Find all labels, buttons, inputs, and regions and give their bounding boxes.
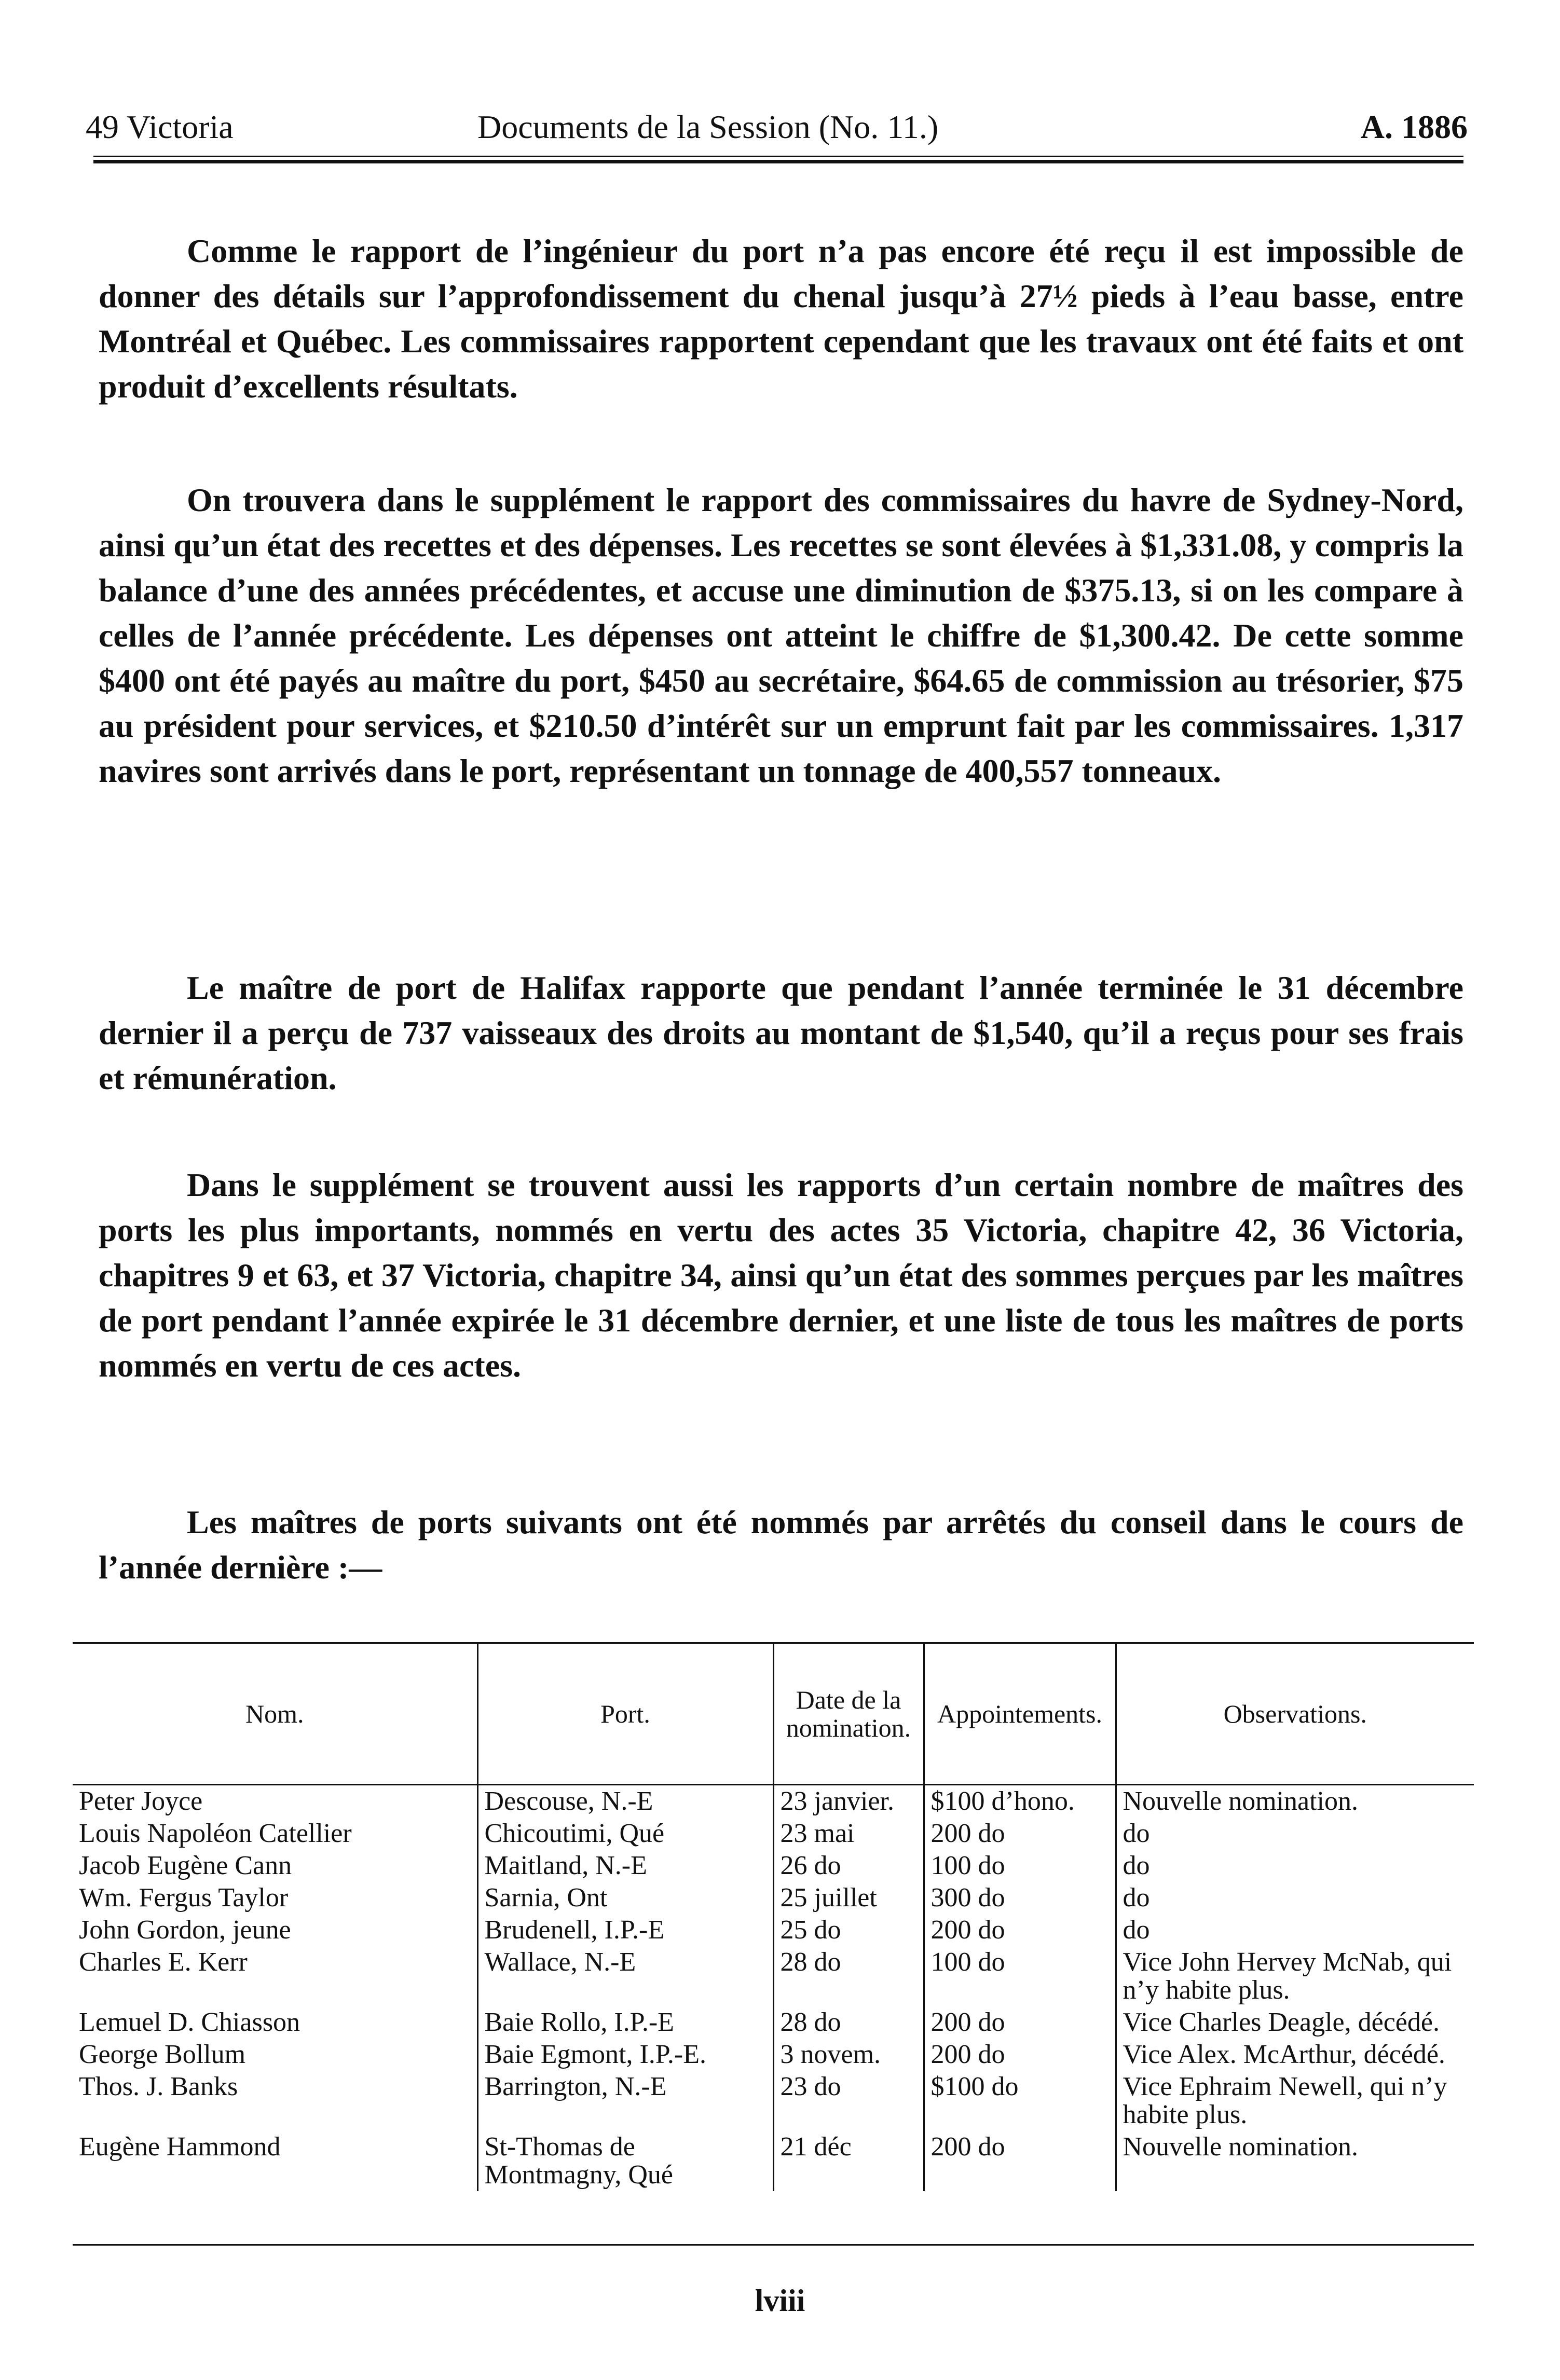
cell-nom: Wm. Fergus Taylor xyxy=(79,1883,289,1913)
paragraph-nominations: Les maîtres de ports suivants ont été nommés par arrêtés du conseil dans le cours de l’année dernière :— xyxy=(99,1504,1463,1586)
cell-appointements: 200 do xyxy=(924,1914,1116,1946)
cell-nom: Thos. J. Banks xyxy=(79,2072,238,2101)
cell-appointements: $100 do xyxy=(924,2071,1116,2131)
header-rule-thick xyxy=(93,160,1463,163)
cell-port: Maitland, N.-E xyxy=(477,1850,773,1882)
cell-nom: Eugène Hammond xyxy=(79,2132,281,2162)
table-row xyxy=(73,1882,1474,1914)
column-header-appointements: Appointements. xyxy=(924,1643,1116,1785)
header-title: Documents de la Session (No. 11.) xyxy=(477,108,939,145)
table-bottom-rule xyxy=(73,2244,1474,2246)
column-header-observations: Observations. xyxy=(1116,1643,1474,1785)
cell-appointements: 200 do xyxy=(924,2131,1116,2191)
cell-port: Sarnia, Ont xyxy=(477,1882,773,1914)
paragraph-chenal: Comme le rapport de l’ingénieur du port n’a pas encore été reçu il est impossible de donner des détails sur l’approfondissement du chenal jusqu’à 27½ pieds à l’eau basse, entre Montréal et Québec. Les commissaires rapportent cependant que les travaux ont été faits et ont produit d’excellents résultats. xyxy=(99,232,1463,405)
cell-date: 21 déc xyxy=(773,2131,924,2191)
cell-appointements: 100 do xyxy=(924,1946,1116,2006)
cell-nom: Jacob Eugène Cann xyxy=(79,1851,292,1880)
cell-appointements: 100 do xyxy=(924,1850,1116,1882)
cell-appointements: 200 do xyxy=(924,1818,1116,1850)
cell-appointements: 300 do xyxy=(924,1882,1116,1914)
running-header xyxy=(0,106,1560,148)
cell-observations: Nouvelle nomination. xyxy=(1116,2131,1474,2191)
cell-observations: Vice Ephraim Newell, qui n’y habite plus. xyxy=(1116,2071,1474,2131)
cell-date: 23 janvier. xyxy=(773,1785,924,1818)
table-row xyxy=(73,2131,1474,2191)
column-header-nom: Nom. xyxy=(73,1643,477,1785)
paragraph-halifax: Le maître de port de Halifax rapporte que pendant l’année terminée le 31 décembre dernier il a perçu de 737 vaisseaux des droits au montant de $1,540, qu’il a reçus pour ses frais et rémunération. xyxy=(99,969,1463,1096)
cell-observations: Vice Charles Deagle, décédé. xyxy=(1116,2006,1474,2039)
cell-observations: do xyxy=(1116,1850,1474,1882)
cell-nom: Lemuel D. Chiasson xyxy=(79,2007,300,2037)
table-row xyxy=(73,1785,1474,1818)
cell-date: 28 do xyxy=(773,1946,924,2006)
cell-date: 28 do xyxy=(773,2006,924,2039)
table-row xyxy=(73,1914,1474,1946)
table-row xyxy=(73,1850,1474,1882)
cell-port: Baie Rollo, I.P.-E xyxy=(477,2006,773,2039)
header-year: A. 1886 xyxy=(1360,108,1468,145)
table-row xyxy=(73,1946,1474,2006)
cell-nom: Peter Joyce xyxy=(79,1786,203,1816)
cell-nom: Louis Napoléon Catellier xyxy=(79,1819,352,1848)
header-volume: 49 Victoria xyxy=(86,108,234,145)
cell-port: Brudenell, I.P.-E xyxy=(477,1914,773,1946)
cell-port: Wallace, N.-E xyxy=(477,1946,773,2006)
cell-date: 23 do xyxy=(773,2071,924,2131)
table-row xyxy=(73,2006,1474,2039)
page-number: lviii xyxy=(755,2283,805,2318)
cell-observations: do xyxy=(1116,1882,1474,1914)
cell-port: St-Thomas de Montmagny, Qué xyxy=(477,2131,773,2191)
table-row xyxy=(73,1818,1474,1850)
cell-date: 25 do xyxy=(773,1914,924,1946)
column-header-date: Date de la nomination. xyxy=(773,1643,924,1785)
table-row xyxy=(73,2039,1474,2071)
cell-observations: Vice John Hervey McNab, qui n’y habite plus. xyxy=(1116,1946,1474,2006)
cell-appointements: 200 do xyxy=(924,2006,1116,2039)
cell-date: 25 juillet xyxy=(773,1882,924,1914)
cell-appointements: 200 do xyxy=(924,2039,1116,2071)
harbour-masters-table xyxy=(73,1642,1474,2191)
paragraph-sydney: On trouvera dans le supplément le rapport des commissaires du havre de Sydney-Nord, ainsi qu’un état des recettes et des dépenses. Les recettes se sont élevées à $1,331.08, y compris la balance d’une des années précédentes, et accuse une diminution de $375.13, si on les compare à celles de l’année précédente. Les dépenses ont atteint le chiffre de $1,300.42. De cette somme $400 ont été payés au maître du port, $450 au secrétaire, $64.65 de commission au trésorier, $75 au président pour services, et $210.50 d’intérêt sur un emprunt fait par les commissaires. 1,317 navires sont arrivés dans le port, représentant un tonnage de 400,557 tonneaux. xyxy=(99,481,1463,789)
cell-appointements: $100 d’hono. xyxy=(924,1785,1116,1818)
cell-port: Chicoutimi, Qué xyxy=(477,1818,773,1850)
cell-port: Barrington, N.-E xyxy=(477,2071,773,2131)
table-row xyxy=(73,2071,1474,2131)
cell-date: 23 mai xyxy=(773,1818,924,1850)
header-rule-thin xyxy=(93,156,1463,157)
cell-port: Baie Egmont, I.P.-E. xyxy=(477,2039,773,2071)
cell-observations: Nouvelle nomination. xyxy=(1116,1785,1474,1818)
cell-observations: do xyxy=(1116,1914,1474,1946)
cell-nom: Charles E. Kerr xyxy=(79,1947,248,1977)
cell-observations: Vice Alex. McArthur, décédé. xyxy=(1116,2039,1474,2071)
cell-nom: John Gordon, jeune xyxy=(79,1915,291,1945)
table-header-row xyxy=(73,1643,1474,1785)
cell-date: 26 do xyxy=(773,1850,924,1882)
cell-date: 3 novem. xyxy=(773,2039,924,2071)
cell-port: Descousе, N.-E xyxy=(477,1785,773,1818)
cell-observations: do xyxy=(1116,1818,1474,1850)
cell-nom: George Bollum xyxy=(79,2040,246,2069)
column-header-port: Port. xyxy=(477,1643,773,1785)
paragraph-supplement: Dans le supplément se trouvent aussi les rapports d’un certain nombre de maîtres des ports les plus importants, nommés en vertu des actes 35 Victoria, chapitre 42, 36 Victoria, chapitres 9 et 63, et 37 Victoria, chapitre 34, ainsi qu’un état des sommes perçues par les maîtres de port pendant l’année expirée le 31 décembre dernier, et une liste de tous les maîtres de ports nommés en vertu de ces actes. xyxy=(99,1166,1463,1384)
